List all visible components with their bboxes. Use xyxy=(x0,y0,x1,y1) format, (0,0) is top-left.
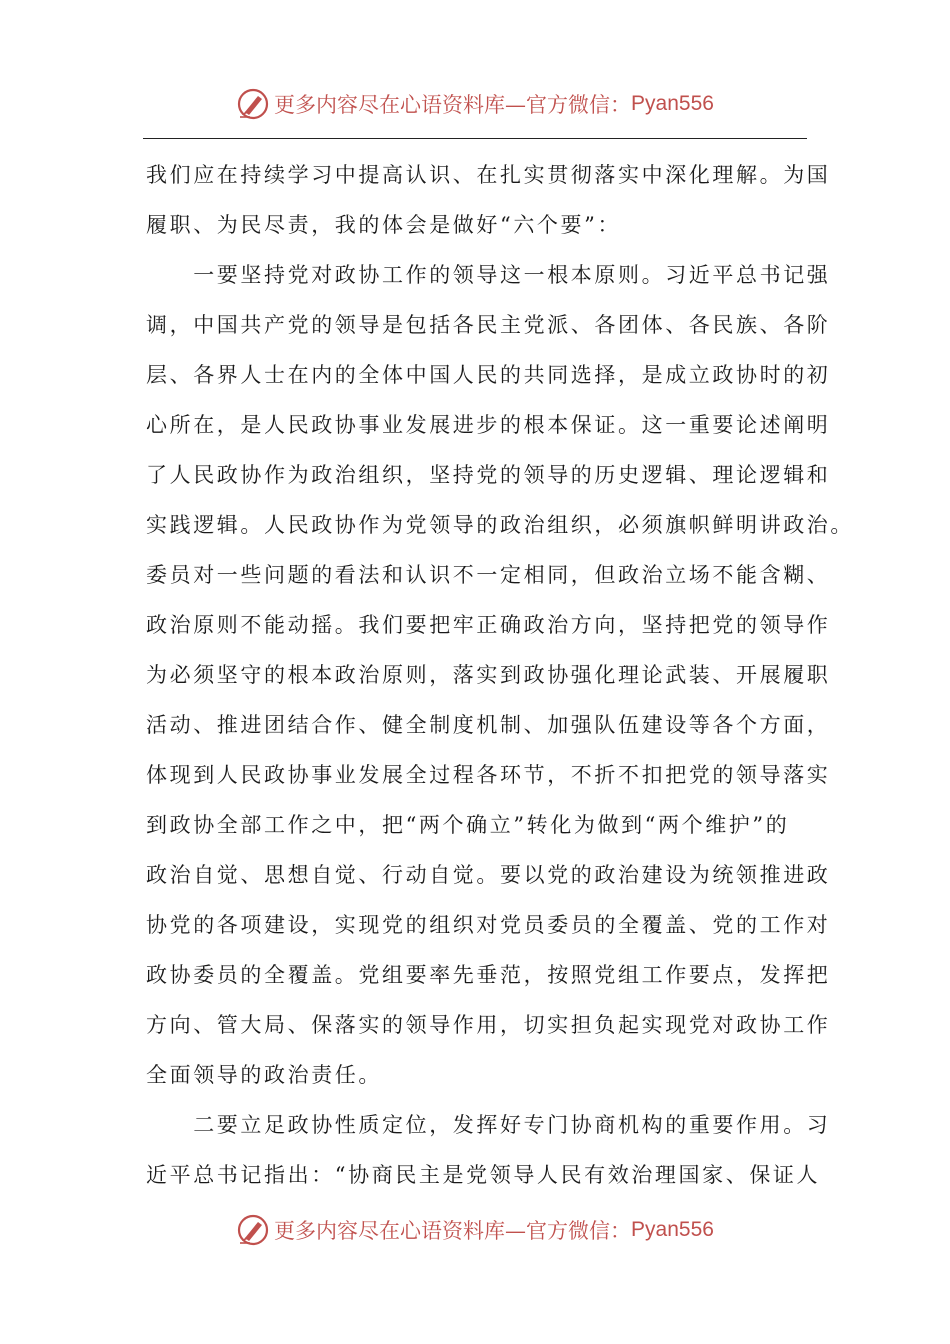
footer-banner xyxy=(0,1210,950,1250)
text-line: 委员对一些问题的看法和认识不一定相同，但政治立场不能含糊、 xyxy=(146,563,831,587)
header-banner-text: 更多内容尽在心语资料库—官方微信： xyxy=(274,93,632,117)
text-line: 协党的各项建设，实现党的组织对党员委员的全覆盖、党的工作对 xyxy=(146,913,831,937)
text-line: 政治自觉、思想自觉、行动自觉。要以党的政治建设为统领推进政 xyxy=(146,863,831,887)
header-divider xyxy=(143,138,807,139)
text-line: 全面领导的政治责任。 xyxy=(146,1063,382,1087)
text-line: 政治原则不能动摇。我们要把牢正确政治方向，坚持把党的领导作 xyxy=(146,613,831,637)
text-line: 近平总书记指出：“协商民主是党领导人民有效治理国家、保证人 xyxy=(146,1163,821,1187)
text-line: 政协委员的全覆盖。党组要率先垂范，按照党组工作要点，发挥把 xyxy=(146,963,831,987)
footer-banner-id: Pyan556 xyxy=(631,1218,714,1241)
text-line: 为必须坚守的根本政治原则，落实到政协强化理论武装、开展履职 xyxy=(146,663,831,687)
pen-nib-logo-icon xyxy=(236,87,270,121)
text-line: 层、各界人士在内的全体中国人民的共同选择，是成立政协时的初 xyxy=(146,363,831,387)
header-banner xyxy=(0,84,950,124)
text-line: 心所在，是人民政协事业发展进步的根本保证。这一重要论述阐明 xyxy=(146,413,831,437)
text-line: 履职、为民尽责，我的体会是做好“六个要”： xyxy=(146,213,622,237)
text-line: 我们应在持续学习中提高认识、在扎实贯彻落实中深化理解。为国 xyxy=(146,163,831,187)
text-line: 了人民政协作为政治组织，坚持党的领导的历史逻辑、理论逻辑和 xyxy=(146,463,831,487)
header-banner-id: Pyan556 xyxy=(631,92,714,115)
document-body xyxy=(146,150,854,1200)
text-line: 实践逻辑。人民政协作为党领导的政治组织，必须旗帜鲜明讲政治。 xyxy=(146,513,854,537)
text-line: 调，中国共产党的领导是包括各民主党派、各团体、各民族、各阶 xyxy=(146,313,831,337)
pen-nib-logo-icon xyxy=(236,1213,270,1247)
text-line: 一要坚持党对政协工作的领导这一根本原则。习近平总书记强 xyxy=(146,263,831,287)
text-line: 二要立足政协性质定位，发挥好专门协商机构的重要作用。习 xyxy=(146,1113,831,1137)
text-line: 方向、管大局、保落实的领导作用，切实担负起实现党对政协工作 xyxy=(146,1013,831,1037)
footer-banner-text: 更多内容尽在心语资料库—官方微信： xyxy=(274,1219,632,1243)
text-line: 到政协全部工作之中，把“两个确立”转化为做到“两个维护”的 xyxy=(146,813,790,837)
text-line: 活动、推进团结合作、健全制度机制、加强队伍建设等各个方面， xyxy=(146,713,831,737)
text-line: 体现到人民政协事业发展全过程各环节，不折不扣把党的领导落实 xyxy=(146,763,831,787)
